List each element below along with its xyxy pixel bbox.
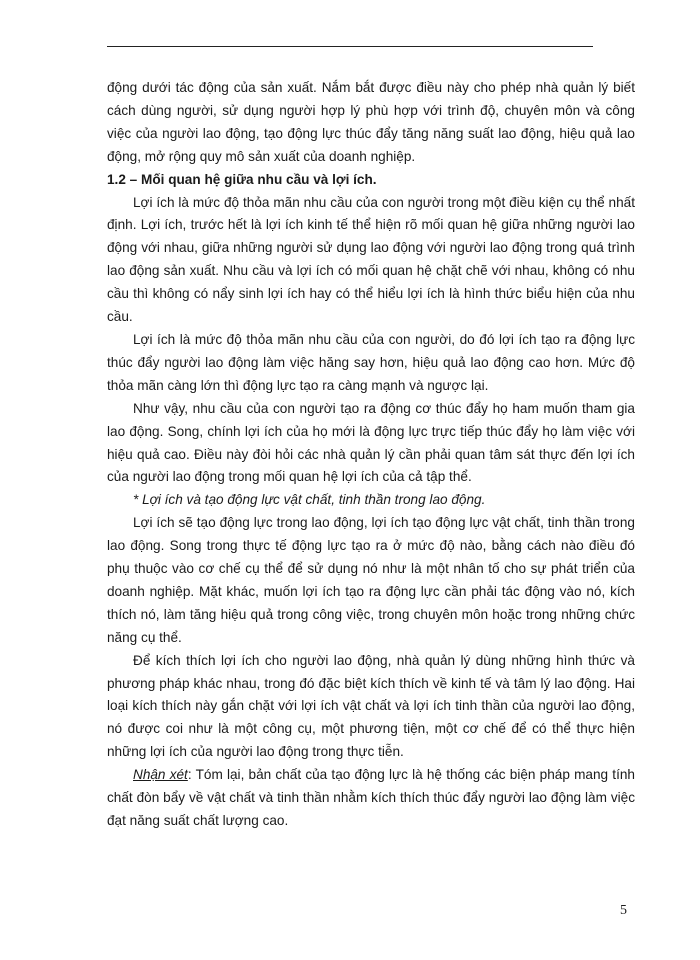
paragraph-remark (107, 764, 635, 833)
paragraph-continued: động dưới tác động của sản xuất. Nắm bắt được điều này cho phép nhà quản lý biết cách dùng người, sử dụng người hợp lý phù hợp với trình độ, chuyên môn và công việc của người lao động, tạo động lực thúc đẩy tăng năng suất lao động, hiệu quả lao động, mở rộng quy mô sản xuất của doanh nghiệp. (107, 80, 635, 164)
section-heading: 1.2 – Mối quan hệ giữa nhu cầu và lợi ích. (107, 171, 377, 187)
document-body (107, 77, 635, 833)
paragraph-needs-motivation: Như vậy, nhu cầu của con người tạo ra động cơ thúc đẩy họ ham muốn tham gia lao động. Song, chính lợi ích của họ mới là động lực trực tiếp thúc đẩy họ làm việc với hiệu quả cao. Điều này đòi hỏi các nhà quản lý cần phải quan tâm sát thực đến lợi ích của người lao động trong mối quan hệ lợi ích của cả tập thể. (107, 400, 635, 485)
header-rule (107, 46, 593, 47)
paragraph-stimulation: Để kích thích lợi ích cho người lao động, nhà quản lý dùng những hình thức và phương pháp khác nhau, trong đó đặc biệt kích thích về kinh tế và tâm lý lao động. Hai loại kích thích này gắn chặt với lợi ích vật chất và lợi ích tinh thần của người lao động, nó được coi như là một công cụ, một phương tiện, một cơ chế để có thể thực hiện những lợi ích của người lao động trong thực tiễn. (107, 652, 635, 760)
remark-text: : Tóm lại, bản chất của tạo động lực là hệ thống các biện pháp mang tính chất đòn bẩy về vật chất và tinh thần nhằm kích thích thúc đẩy người lao động làm việc đạt năng suất chất lượng cao. (107, 767, 635, 828)
paragraph-benefit-definition: Lợi ích là mức độ thỏa mãn nhu cầu của con người trong một điều kiện cụ thể nhất định. Lợi ích, trước hết là lợi ích kinh tế thể hiện rõ mối quan hệ giữa những người lao động với nhau, giữa những người sử dụng lao động với người lao động trong quá trình lao động sản xuất. Nhu cầu và lợi ích có mối quan hệ chặt chẽ với nhau, không có nhu cầu thì không có nẩy sinh lợi ích hay có thể hiểu lợi ích là hình thức biểu hiện của nhu cầu. (107, 194, 635, 325)
remark-label: Nhận xét (133, 767, 188, 783)
page-number: 5 (620, 903, 627, 918)
paragraph-material-spiritual: Lợi ích sẽ tạo động lực trong lao động, lợi ích tạo động lực vật chất, tinh thần trong lao động. Song trong thực tế động lực tạo ra ở mức độ nào, bằng cách nào điều đó phụ thuộc vào cơ chế cụ thể để sử dụng nó như là một nhân tố cho sự phát triển của doanh nghiệp. Mặt khác, muốn lợi ích tạo ra động lực cần phải tác động vào nó, kích thích nó, làm tăng hiệu quả trong công việc, trong chuyên môn hoặc trong những chức năng cụ thể. (107, 515, 635, 645)
paragraph-benefit-motivation: Lợi ích là mức độ thỏa mãn nhu cầu của con người, do đó lợi ích tạo ra động lực thúc đẩy người lao động làm việc hăng say hơn, hiệu quả lao động cao hơn. Mức độ thỏa mãn càng lớn thì động lực tạo ra càng mạnh và ngược lại. (107, 331, 635, 393)
sub-heading: * Lợi ích và tạo động lực vật chất, tinh thần trong lao động. (133, 492, 486, 508)
